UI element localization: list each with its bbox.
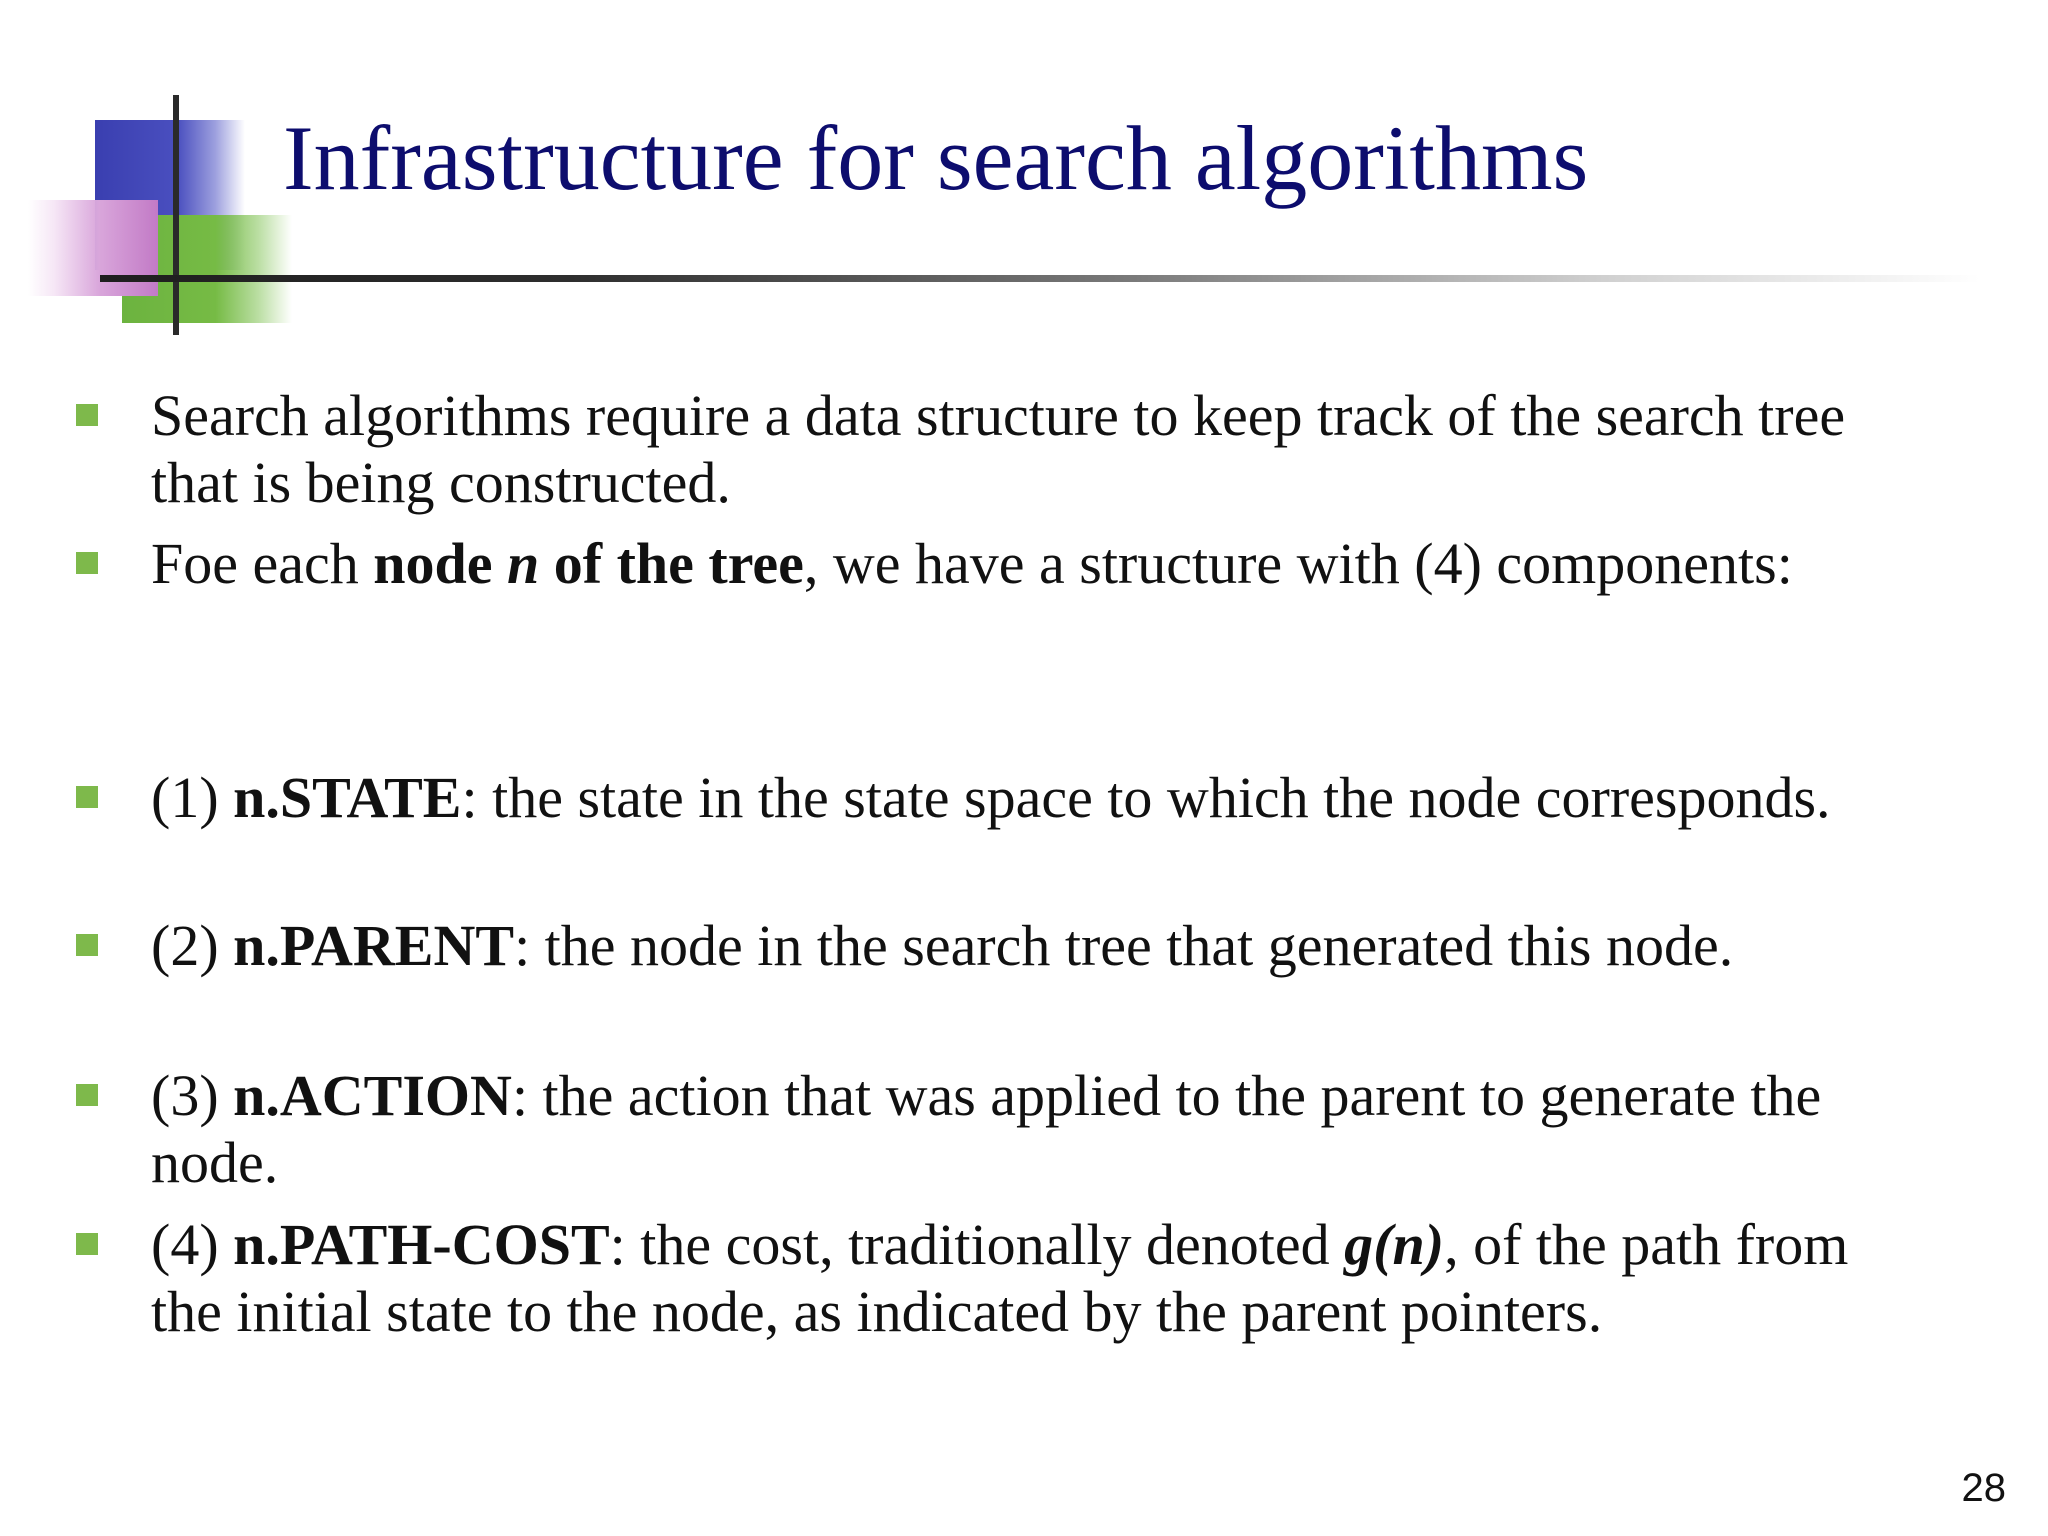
- page-number: 28: [1961, 1466, 2006, 1510]
- bullet-text: Search algorithms require a data structure to keep track of the search tree that is being constructed.: [151, 383, 1846, 515]
- slide-title: Infrastructure for search algorithms: [283, 107, 1589, 209]
- bullet-text: (4) n.PATH-COST: the cost, traditionally denoted g(n), of the path from the initial state to the node, as indicated by the parent pointers.: [151, 1212, 1849, 1344]
- bullet-text: (1) n.STATE: the state in the state space to which the node corresponds.: [151, 765, 1831, 830]
- bullet-text: Foe each node n of the tree, we have a structure with (4) components:: [151, 531, 1793, 596]
- decor-vertical-line: [173, 95, 179, 335]
- field-name: n.PARENT: [233, 913, 515, 978]
- bold-text: of the tree: [539, 531, 804, 596]
- field-name: n.ACTION: [233, 1063, 512, 1128]
- bullet-text: (3) n.ACTION: the action that was applied to the parent to generate the node.: [151, 1063, 1822, 1195]
- bullet-marker-icon: [76, 786, 98, 808]
- bullet-marker-icon: [76, 552, 98, 574]
- bullet-marker-icon: [76, 1233, 98, 1255]
- title-underline: [100, 275, 1980, 282]
- bold-text: node: [373, 531, 507, 596]
- formula-text: g(n): [1344, 1212, 1445, 1277]
- field-name: n.STATE: [233, 765, 462, 830]
- bullet-marker-icon: [76, 1084, 98, 1106]
- bullet-marker-icon: [76, 934, 98, 956]
- bullet-text: (2) n.PARENT: the node in the search tree that generated this node.: [151, 913, 1734, 978]
- field-name: n.PATH-COST: [233, 1212, 610, 1277]
- bullet-marker-icon: [76, 404, 98, 426]
- bold-italic-text: n: [507, 531, 540, 596]
